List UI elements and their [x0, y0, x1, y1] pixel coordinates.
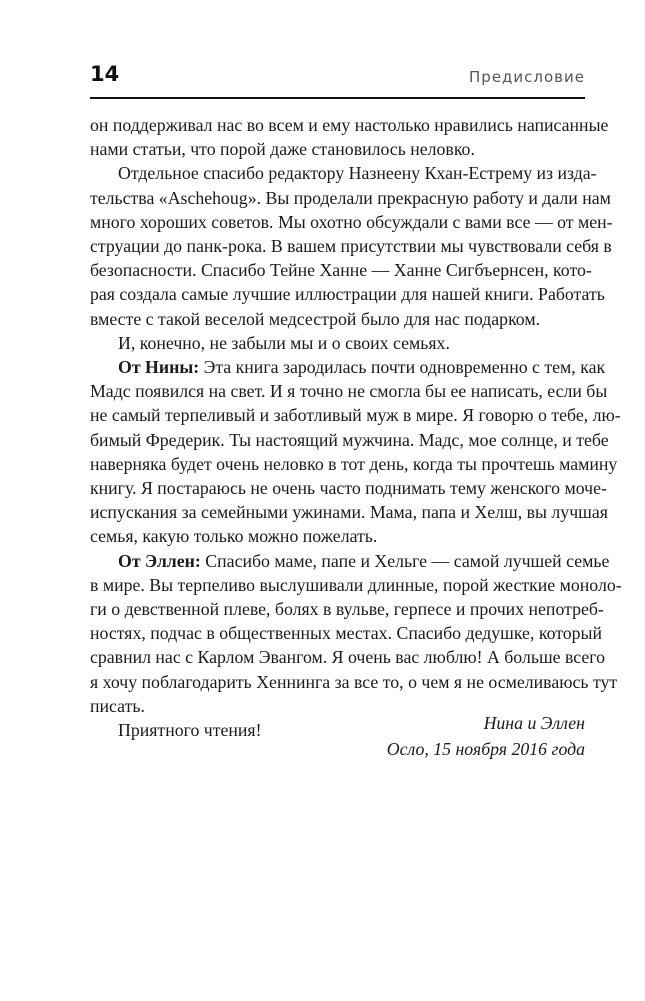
text-line: [90, 428, 609, 452]
header-rule: [90, 97, 585, 99]
body-text: [90, 113, 622, 742]
text-line: [90, 234, 612, 258]
line-text: Эта книга зародилась почти одновременно с тем, как: [199, 357, 606, 378]
text-line: [90, 621, 603, 645]
line-text: Отдельное спасибо редактору Назнеену Кхан-Естрему из изда-: [118, 163, 597, 184]
line-text: Мадс появился на свет. И я точно не смогла бы ее написать, если бы: [90, 381, 608, 402]
line-text: книгу. Я постараюсь не очень часто поднимать тему женского моче-: [90, 478, 607, 499]
line-text: не самый терпеливый и заботливый муж в мире. Я говорю о тебе, лю-: [90, 405, 621, 426]
paragraph: [90, 161, 613, 330]
paragraph: [90, 113, 609, 161]
text-line: [90, 113, 609, 137]
line-text: рая создала самые лучшие иллюстрации для нашей книги. Работать: [90, 284, 605, 305]
text-line: [90, 258, 592, 282]
paragraph-lead: От Нины:: [118, 357, 200, 378]
text-line: [90, 282, 605, 306]
running-title: Предисловие: [469, 68, 585, 86]
text-line: [90, 403, 621, 427]
line-text: И, конечно, не забыли мы и о своих семьях.: [118, 332, 450, 353]
text-line: [90, 476, 607, 500]
text-line: [90, 645, 606, 669]
text-line: [90, 210, 613, 234]
line-text: тельства «Aschehoug». Вы проделали прекрасную работу и дали нам: [90, 187, 611, 208]
paragraph: [90, 355, 621, 549]
text-line: [90, 500, 608, 524]
line-text: я хочу поблагодарить Хеннинга за все то, о чем я не осмеливаюсь тут: [90, 671, 618, 692]
line-text: Приятного чтения!: [118, 720, 262, 741]
text-line: [90, 186, 611, 210]
signature: [387, 710, 585, 762]
paragraph: [90, 549, 622, 718]
text-line: [90, 355, 606, 379]
line-text: нами статьи, что порой даже становилось неловко.: [90, 139, 475, 160]
text-line: [90, 524, 584, 548]
paragraph: [90, 331, 584, 355]
line-text: ностях, подчас в общественных местах. Спасибо дедушке, который: [90, 623, 603, 644]
text-line: [90, 331, 584, 355]
paragraph-lead: От Эллен:: [118, 550, 201, 571]
text-line: [90, 137, 584, 161]
line-text: безопасности. Спасибо Тейне Ханне — Ханне Сигбъернсен, кото-: [90, 260, 592, 281]
line-text: в мире. Вы терпеливо выслушивали длинные, порой жесткие моноло-: [90, 574, 622, 595]
text-line: [90, 452, 618, 476]
line-text: наверняка будет очень неловко в тот день, когда ты прочтешь мамину: [90, 453, 618, 474]
text-line: [90, 573, 622, 597]
line-text: семья, какую только можно пожелать.: [90, 526, 378, 547]
text-line: [90, 597, 604, 621]
text-line: [90, 307, 584, 331]
signature-place-date: Осло, 15 ноября 2016 года: [386, 739, 585, 759]
line-text: струации до панк-рока. В вашем присутствии мы чувствовали себя в: [90, 236, 612, 257]
text-line: [90, 379, 608, 403]
text-line: [90, 549, 610, 573]
line-text: писать.: [90, 695, 145, 716]
signature-authors: Нина и Эллен: [483, 713, 585, 733]
line-text: бимый Фредерик. Ты настоящий мужчина. Мадс, мое солнце, и тебе: [90, 429, 609, 450]
line-text: ги о девственной плеве, болях в вульве, герпесе и прочих непотреб-: [90, 599, 604, 620]
line-text: сравнил нас с Карлом Эвангом. Я очень вас люблю! А больше всего: [90, 647, 606, 668]
page-number: 14: [90, 62, 120, 86]
text-line: [90, 670, 618, 694]
line-text: Спасибо маме, папе и Хельге — самой лучшей семье: [200, 550, 610, 571]
line-text: он поддерживал нас во всем и ему настолько нравились написанные: [90, 115, 609, 135]
line-text: вместе с такой веселой медсестрой было для нас подарком.: [90, 308, 541, 329]
line-text: испускания за семейными ужинами. Мама, папа и Хелш, вы лучшая: [90, 502, 608, 523]
text-line: [90, 161, 597, 185]
line-text: много хороших советов. Мы охотно обсуждали с вами все — от мен-: [90, 211, 613, 232]
